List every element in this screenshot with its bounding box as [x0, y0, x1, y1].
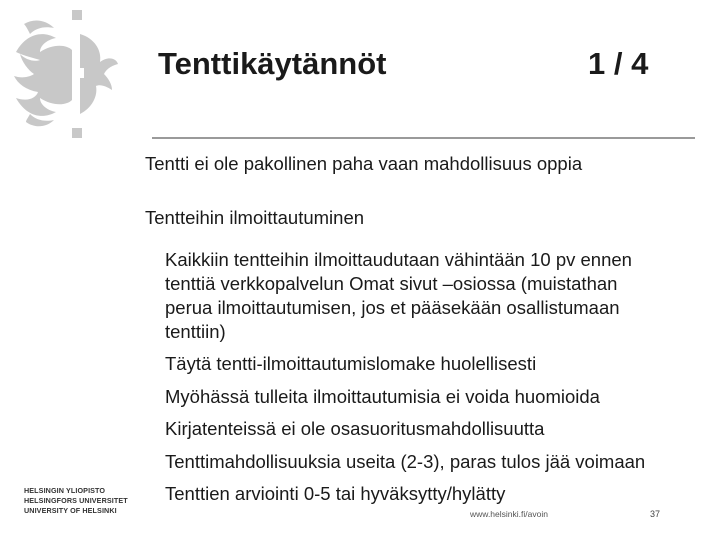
university-name-en: UNIVERSITY OF HELSINKI: [24, 506, 117, 515]
page-indicator: 1 / 4: [588, 46, 649, 81]
title-divider: [152, 137, 695, 139]
footer-url: www.helsinki.fi/avoin: [470, 509, 548, 519]
slide-title: Tenttikäytännöt: [158, 46, 387, 81]
sub-bullet-item: tenttiä verkkopalvelun Omat sivut –osiossa (muistathan: [165, 273, 618, 294]
university-name-fi: HELSINGIN YLIOPISTO: [24, 486, 106, 495]
university-logo: [4, 4, 124, 144]
university-name: [24, 486, 128, 516]
sub-bullet-item: Täytä tentti-ilmoittautumislomake huolellisesti: [165, 353, 537, 374]
university-name-sv: HELSINGFORS UNIVERSITET: [24, 496, 128, 505]
sub-bullet-item: Kaikkiin tentteihin ilmoittaudutaan vähintään 10 pv ennen: [165, 249, 632, 270]
sub-bullet-item: Tenttimahdollisuuksia useita (2-3), paras tulos jää voimaan: [165, 451, 646, 472]
bullet-item: Tentti ei ole pakollinen paha vaan mahdollisuus oppia: [145, 153, 583, 174]
sub-bullet-item: tenttiin): [165, 321, 226, 342]
sub-bullet-item: Myöhässä tulleita ilmoittautumisia ei voida huomioida: [165, 386, 600, 407]
sub-bullet-item: Kirjatenteissä ei ole osasuoritusmahdollisuutta: [165, 418, 545, 439]
sub-bullet-item: perua ilmoittautumisen, jos et pääsekään osallistumaan: [165, 297, 620, 318]
page-number: 37: [650, 509, 661, 519]
sub-bullet-item: Tenttien arviointi 0-5 tai hyväksytty/hylätty: [165, 483, 506, 504]
helsinki-flame-logo-icon: [4, 4, 124, 144]
bullet-item: Tentteihin ilmoittautuminen: [145, 207, 365, 228]
